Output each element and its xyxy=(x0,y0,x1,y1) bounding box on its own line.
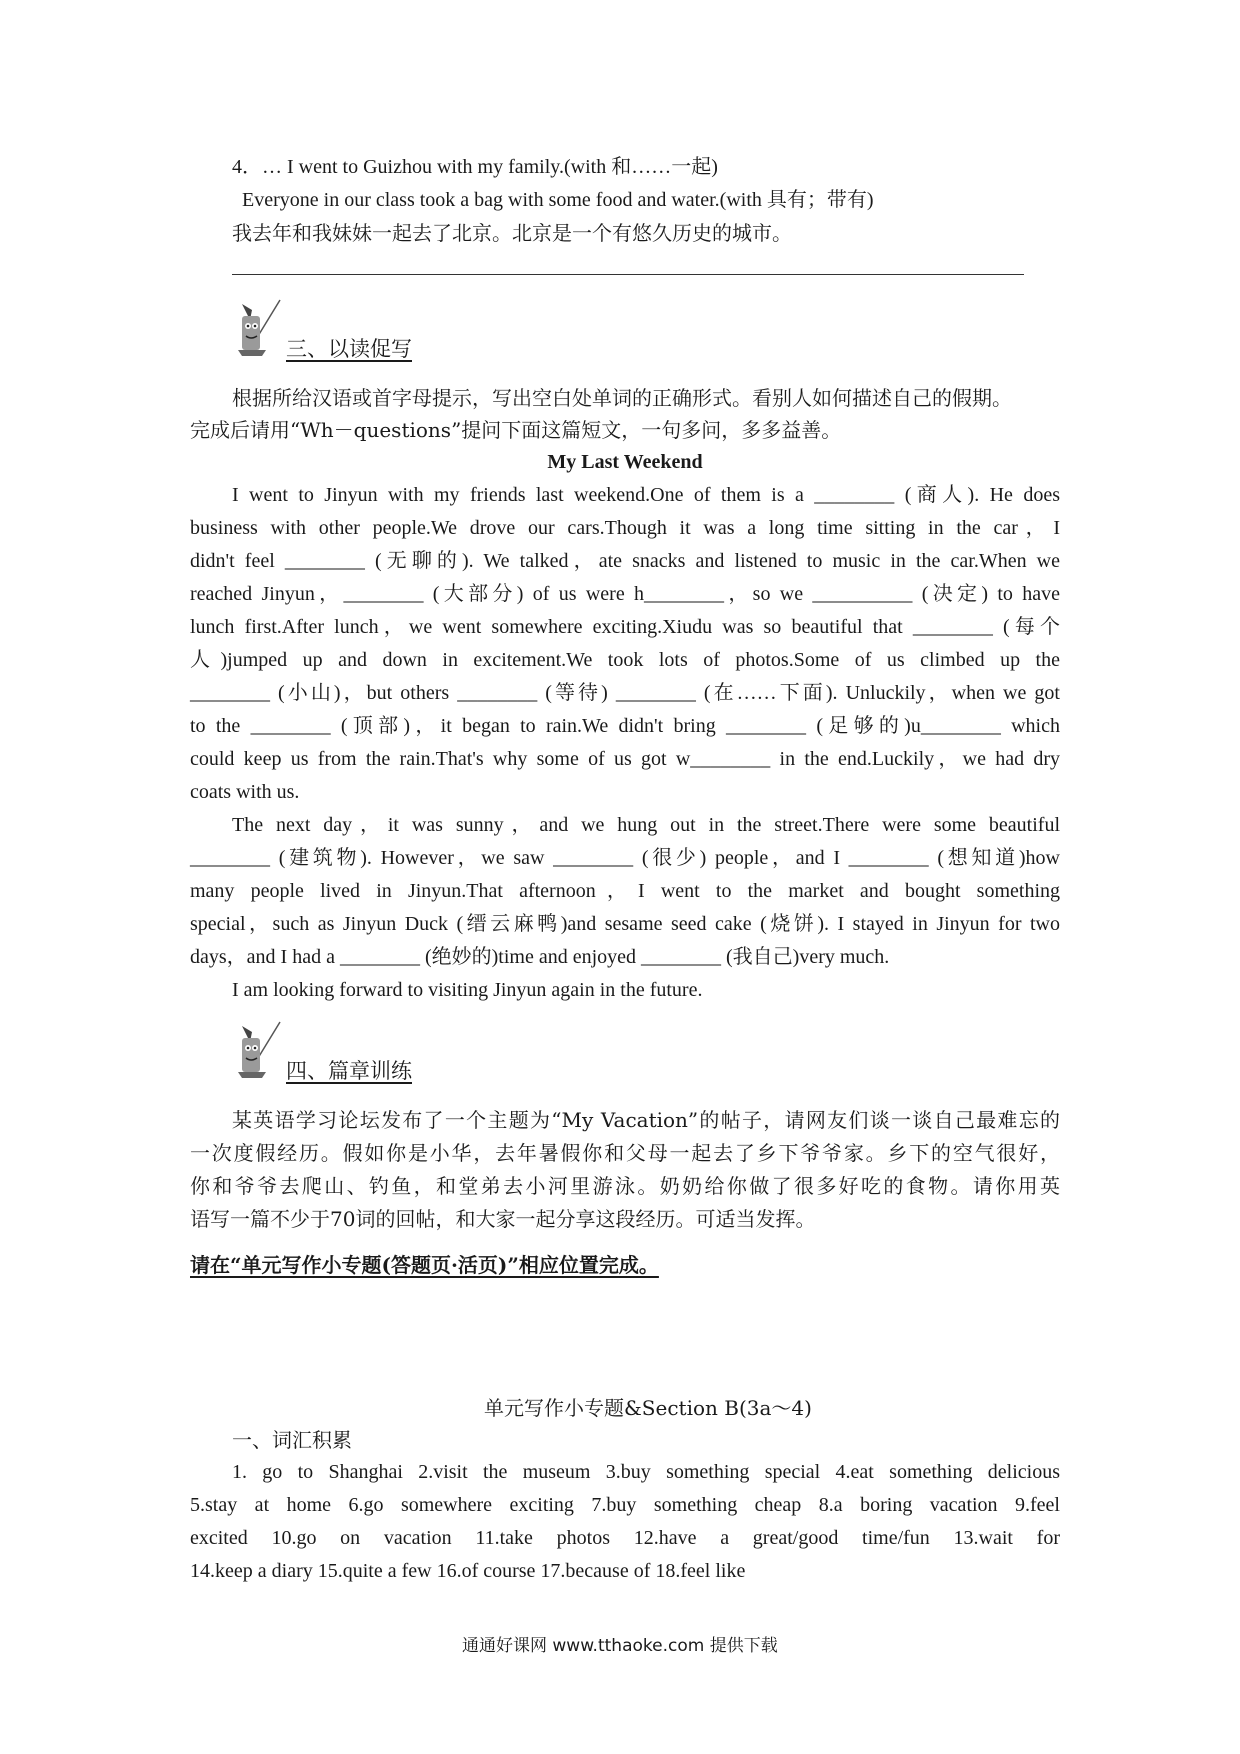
passage-line: 人)jumped up and down in excitement.We took lots of photos.Some of us climbed up the xyxy=(190,649,1060,671)
section4-heading: 四、篇章训练 xyxy=(286,1059,412,1083)
passage-title: My Last Weekend xyxy=(547,451,703,473)
passage-line: I am looking forward to visiting Jinyun again in the future. xyxy=(232,979,703,1001)
pencil-mascot-icon xyxy=(228,1018,284,1080)
passage-line: coats with us. xyxy=(190,781,300,803)
answers-line: 5.stay at home 6.go somewhere exciting 7.buy something cheap 8.a boring vacation 9.feel xyxy=(190,1494,1060,1516)
section4-text-line: 语写一篇不少于70词的回帖，和大家一起分享这段经历。可适当发挥。 xyxy=(190,1207,816,1231)
answer-rule-line xyxy=(232,274,1024,275)
passage-line: many people lived in Jinyun.That afternoon，I went to the market and bought something xyxy=(190,880,1060,902)
section4-text-line: 一次度假经历。假如你是小华，去年暑假你和父母一起去了乡下爷爷家。乡下的空气很好， xyxy=(190,1141,1060,1165)
passage-line: could keep us from the rain.That's why some of us got w________ in the end.Luckily，we had dry xyxy=(190,748,1060,770)
passage-line: ________ (建筑物). However，we saw ________ (很少) people，and I ________ (想知道)how xyxy=(190,847,1060,869)
passage-line: ________ (小山)，but others ________ (等待) ________ (在……下面). Unluckily，when we got xyxy=(190,682,1060,704)
passage-line: special，such as Jinyun Duck (缙云麻鸭)and sesame seed cake (烧饼). I stayed in Jinyun for two xyxy=(190,913,1060,935)
section4-text-line: 某英语学习论坛发布了一个主题为“My Vacation”的帖子，请网友们谈一谈自己最难忘的 xyxy=(232,1108,1060,1132)
footer-text: 通通好课网 www.tthaoke.com 提供下载 xyxy=(462,1636,778,1656)
passage-line: reached Jinyun，________ (大部分) of us were h________，so we __________ (决定) to have xyxy=(190,583,1060,605)
item4-line1: 4．… I went to Guizhou with my family.(with 和……一起) xyxy=(232,156,718,178)
answers-line: 1. go to Shanghai 2.visit the museum 3.buy something special 4.eat something delicious xyxy=(232,1461,1060,1483)
passage-line: I went to Jinyun with my friends last weekend.One of them is a ________ (商人). He does xyxy=(232,484,1060,506)
section3-intro-line1: 根据所给汉语或首字母提示，写出空白处单词的正确形式。看别人如何描述自己的假期。 xyxy=(232,386,1012,410)
pencil-mascot-icon xyxy=(228,296,284,358)
answers-subheading: 一、词汇积累 xyxy=(232,1428,352,1452)
answers-title: 单元写作小专题&Section B(3a～4) xyxy=(484,1396,812,1420)
item4-line3: 我去年和我妹妹一起去了北京。北京是一个有悠久历史的城市。 xyxy=(232,221,792,245)
section4-note: 请在“单元写作小专题(答题页·活页)”相应位置完成。 xyxy=(190,1253,659,1277)
passage-line: didn't feel ________ (无聊的). We talked，ate snacks and listened to music in the car.When we xyxy=(190,550,1060,572)
passage-line: lunch first.After lunch，we went somewhere exciting.Xiudu was so beautiful that ________ (每个 xyxy=(190,616,1060,638)
section4-text-line: 你和爷爷去爬山、钓鱼，和堂弟去小河里游泳。奶奶给你做了很多好吃的食物。请你用英 xyxy=(190,1174,1060,1198)
answers-line: excited 10.go on vacation 11.take photos 12.have a great/good time/fun 13.wait for xyxy=(190,1527,1060,1549)
passage-line: days，and I had a ________ (绝妙的)time and enjoyed ________ (我自己)very much. xyxy=(190,946,890,968)
passage-line: to the ________ (顶部)，it began to rain.We didn't bring ________ (足够的)u________ which xyxy=(190,715,1060,737)
passage-line: business with other people.We drove our cars.Though it was a long time sitting in the car，I xyxy=(190,517,1060,539)
passage-line: The next day，it was sunny，and we hung out in the street.There were some beautiful xyxy=(232,814,1060,836)
section3-heading: 三、以读促写 xyxy=(286,337,412,361)
answers-line: 14.keep a diary 15.quite a few 16.of course 17.because of 18.feel like xyxy=(190,1560,746,1582)
section3-intro-line2: 完成后请用“Wh－questions”提问下面这篇短文，一句多问，多多益善。 xyxy=(190,418,842,442)
item4-line2: Everyone in our class took a bag with some food and water.(with 具有；带有) xyxy=(242,189,874,211)
